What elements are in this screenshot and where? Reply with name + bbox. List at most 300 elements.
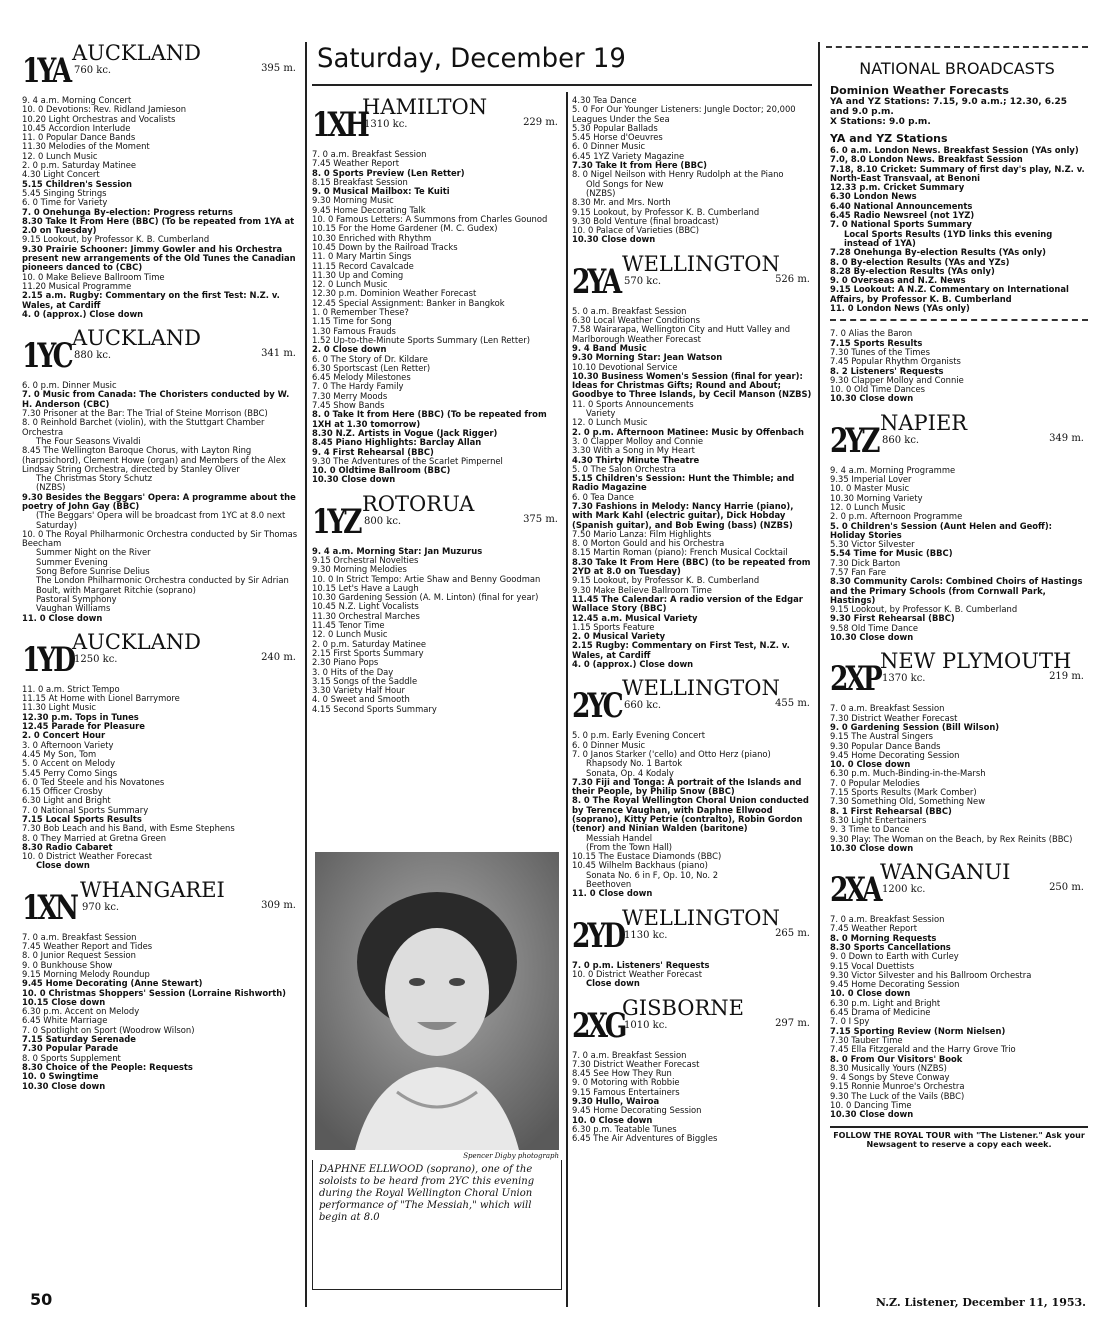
programme-item: 3. 0 Clapper Molloy and Connie <box>572 436 704 446</box>
s1xn-station-header <box>22 877 300 928</box>
station-wavelength: 297 m. <box>775 1017 810 1029</box>
programme-item: 4.15 Second Sports Summary <box>312 704 437 714</box>
programme-item: 11.30 Orchestral Marches <box>312 611 420 621</box>
programme-item: 3.15 Songs of the Saddle <box>312 676 418 686</box>
programme-item: 9.30 Morning Melodies <box>312 565 407 575</box>
programme-item: 9. 4 First Rehearsal (BBC) <box>312 447 434 457</box>
portrait-illustration <box>315 852 559 1150</box>
programme-item: 6. 0 p.m. Dinner Music <box>22 381 117 391</box>
programme-item: Old Songs for New <box>586 179 664 189</box>
programme-item: 11.30 Melodies of the Moment <box>22 142 150 152</box>
programme-item: 6.30 p.m. Teatable Tunes <box>572 1124 677 1134</box>
programme-item: 1. 0 Remember These? <box>312 308 409 318</box>
programme-item: 7.45 Popular Rhythm Organists <box>830 357 961 367</box>
programme-item: 8.30 Community Carols: Combined Choirs of Hastings and the Primary Schools (from Cornwall Park, Hastings) <box>830 577 1083 605</box>
programme-item: 8.30 Sports Cancellations <box>830 943 951 952</box>
programme-item: (NZBS) <box>586 188 616 198</box>
programme-item: Close down <box>36 861 90 871</box>
programme-item: 4.30 Light Concert <box>22 170 100 180</box>
national-item: 7.18, 8.10 Cricket: Summary of first day's play, N.Z. v. North-East Transvaal, at Benoni <box>830 164 1085 183</box>
programme-item: Beethoven <box>586 880 632 890</box>
programme-item: 8.30 Take It From Here (BBC) (To be repeated from 1YA at 2.0 on Tuesday) <box>22 216 295 236</box>
programme-item: 10. 0 Famous Letters: A Summons from Charles Gounod <box>312 215 548 225</box>
programme-item: 7. 0 National Sports Summary <box>22 805 149 815</box>
programme-item: 11.15 Record Cavalcade <box>312 261 414 271</box>
programme-item: 8.15 Martin Roman (piano): French Musical Cocktail <box>572 548 788 558</box>
programme-item: 4. 0 (approx.) Close down <box>22 309 144 319</box>
programme-item: 7. 0 Onehunga By-election: Progress returns <box>22 207 233 217</box>
s2ya-station-header <box>572 251 814 302</box>
s2yc-station-header <box>572 675 814 727</box>
programme-item: 9.30 Morning Star: Jean Watson <box>572 353 723 363</box>
programme-item: 9.15 Famous Entertainers <box>572 1087 680 1097</box>
programme-item: 6. 0 Tea Dance <box>572 492 634 502</box>
programme-item: 7.30 District Weather Forecast <box>830 713 958 723</box>
programme-item: 9. 4 Songs by Steve Conway <box>830 1073 950 1083</box>
station-call-sign: 2XP <box>830 659 880 700</box>
s1ya-station-header <box>22 40 300 91</box>
station-city: AUCKLAND <box>72 629 201 654</box>
programme-item: 10. 0 Palace of Varieties (BBC) <box>572 226 700 236</box>
programme-item: 10.45 Accordion Interlude <box>22 123 131 133</box>
national-item: 6.40 National Announcements <box>830 201 973 211</box>
programme-item: 11.20 Musical Programme <box>22 281 132 291</box>
programme-item: 1.52 Up-to-the-Minute Sports Summary (Len Retter) <box>312 335 530 345</box>
programme-item: 7. 0 a.m. Breakfast Session <box>830 915 945 925</box>
programme-item: 10.15 Let's Have a Laugh <box>312 583 419 593</box>
programme-item: 8.15 Breakfast Session <box>312 177 408 187</box>
weather-line: X Stations: 9.0 p.m. <box>830 117 931 127</box>
programme-item: 9. 0 Gardening Session (Bill Wilson) <box>830 722 1000 732</box>
programme-item: Rhapsody No. 1 Bartok <box>586 759 683 769</box>
programme-item: 9. 4 a.m. Morning Concert <box>22 96 132 105</box>
programme-item: 11. 0 Close down <box>22 613 103 623</box>
portrait-photo <box>315 852 559 1150</box>
programme-item: 7.30 District Weather Forecast <box>572 1059 700 1069</box>
programme-item: 9.45 Home Decorating Talk <box>312 205 426 215</box>
programme-item: 5.45 Singing Strings <box>22 188 107 198</box>
station-wavelength: 240 m. <box>261 651 296 663</box>
programme-item: 7.30 Dick Barton <box>830 558 901 568</box>
programme-item: 10. 0 Close down <box>830 760 911 770</box>
programme-item: 9.45 Home Decorating Session <box>830 750 960 760</box>
programme-item: 10. 0 Make Believe Ballroom Time <box>22 272 165 282</box>
programme-item: 10.30 Morning Variety <box>830 493 923 503</box>
station-call-sign: 1XN <box>22 887 76 928</box>
programme-item: Sonata, Op. 4 Kodaly <box>586 768 674 778</box>
programme-item: 10.30 Enriched with Rhythm <box>312 233 432 243</box>
programme-item: 9.30 The Luck of the Vails (BBC) <box>830 1091 965 1101</box>
programme-item: 4. 0 (approx.) Close down <box>572 660 694 670</box>
programme-item: 10. 0 Swingtime <box>22 1072 99 1082</box>
programme-item: 11. 0 Close down <box>572 889 653 899</box>
programme-item: 7.30 Tunes of the Times <box>830 347 930 357</box>
programme-item: 11. 0 Popular Dance Bands <box>22 133 136 143</box>
programme-item: 10.15 For the Home Gardener (M. C. Gudex) <box>312 224 498 234</box>
programme-item: Sonata No. 6 in F, Op. 10, No. 2 <box>586 870 719 880</box>
programme-item: 10. 0 Christmas Shoppers' Session (Lorraine Rishworth) <box>22 988 287 998</box>
programme-item: 9.30 Prairie Schooner: Jimmy Gowler and his Orchestra present new arrangements of the Old Tunes the Canadian pioneers danced to (CBC) <box>22 244 296 273</box>
column-rule <box>818 42 820 1307</box>
programme-item: 10. 0 Devotions: Rev. Ridland Jamieson <box>22 105 187 115</box>
programme-item: 7. 0 p.m. Listeners' Requests <box>572 960 710 970</box>
column-rule <box>566 92 568 1307</box>
programme-item: 2.15 First Sports Summary <box>312 648 424 658</box>
programme-item: 5. 0 p.m. Early Evening Concert <box>572 731 706 741</box>
s1yc-station-header <box>22 325 300 377</box>
programme-item: 8.30 Radio Cabaret <box>22 842 113 852</box>
s2yz-station-header <box>830 410 1088 461</box>
column-1 <box>22 34 300 1314</box>
programme-item: 5. 0 For Our Younger Listeners: Jungle Doctor; 20,000 Leagues Under the Sea <box>572 105 796 124</box>
programme-item: 8.30 N.Z. Artists in Vogue (Jack Rigger) <box>312 428 498 438</box>
programme-item: 6.45 The Air Adventures of Biggles <box>572 1134 718 1144</box>
programme-item: 9.15 The Austral Singers <box>830 732 934 742</box>
national-item: 11. 0 London News (YAs only) <box>830 304 970 314</box>
programme-item: 10. 0 District Weather Forecast <box>572 969 703 979</box>
national-item: 7.28 Onehunga By-election Results (YAs only) <box>830 248 1047 258</box>
programme-item: 6. 0 Time for Variety <box>22 198 108 208</box>
programme-item: 10.30 Close down <box>830 394 914 404</box>
programme-item: 4.30 Thirty Minute Theatre <box>572 455 700 465</box>
programme-item: 10.30 Close down <box>22 1081 106 1091</box>
programme-item: 8.45 Piano Highlights: Barclay Allan <box>312 438 482 448</box>
station-call-sign: 2XA <box>830 870 880 911</box>
programme-item: 7.15 Sports Results (Mark Comber) <box>830 788 977 798</box>
programme-item: 9.45 Home Decorating (Anne Stewart) <box>22 979 203 989</box>
programme-item: 10.30 Close down <box>312 475 396 485</box>
station-frequency: 1010 kc. <box>624 1019 668 1031</box>
station-wavelength: 395 m. <box>261 63 296 74</box>
programme-item: 10. 0 Oldtime Ballroom (BBC) <box>312 466 451 476</box>
station-city: AUCKLAND <box>72 326 201 351</box>
programme-item: 4.45 My Son, Tom <box>22 749 97 759</box>
column-rule <box>305 42 307 1307</box>
programme-item: 1.30 Famous Frauds <box>312 326 396 336</box>
s1yd-station-header <box>22 629 300 680</box>
programme-item: 8.30 Light Entertainers <box>830 815 927 825</box>
programme-item: Vaughan Williams <box>36 604 111 614</box>
programme-item: 8.45 See How They Run <box>572 1069 672 1079</box>
programme-item: 5.45 Horse d'Oeuvres <box>572 133 663 143</box>
national-item: Local Sports Results (1YD links this evening instead of 1YA) <box>844 229 1053 248</box>
programme-item: 6.30 Light and Bright <box>22 796 111 806</box>
programme-item: 5.45 Perry Como Sings <box>22 768 118 778</box>
programme-item: 12. 0 Lunch Music <box>312 280 388 290</box>
station-frequency: 1130 kc. <box>624 929 668 941</box>
programme-item: 10.45 Wilhelm Backhaus (piano) <box>572 861 708 871</box>
station-call-sign: 1XH <box>312 105 367 145</box>
station-wavelength: 375 m. <box>523 513 558 525</box>
national-item: 7.0, 8.0 London News. Breakfast Session <box>830 155 1023 165</box>
national-title: NATIONAL BROADCASTS <box>859 59 1055 78</box>
programme-item: 7.30 Something Old, Something New <box>830 797 986 807</box>
programme-item: 5.15 Children's Session <box>22 179 132 189</box>
programme-item: 10. 0 Dancing Time <box>830 1101 912 1111</box>
station-call-sign: 1YC <box>22 336 71 377</box>
programme-item: 6.45 Melody Milestones <box>312 373 411 383</box>
programme-item: 11.30 Up and Coming <box>312 270 404 280</box>
station-call-sign: 2YZ <box>830 420 878 461</box>
programme-item: 10. 0 Master Music <box>830 484 910 494</box>
programme-item: 11. 0 Mary Martin Sings <box>312 252 412 262</box>
programme-item: 1.15 Sports Feature <box>572 622 655 632</box>
station-city: ROTORUA <box>362 491 475 516</box>
programme-item: 10. 0 District Weather Forecast <box>22 852 153 862</box>
photo-caption: DAPHNE ELLWOOD (soprano), one of the soloists to be heard from 2YC this evening during the Royal Wellington Choral Union performance of "The Messiah," which will begin at 8.0 <box>312 1160 562 1290</box>
national-item: 7. 0 National Sports Summary <box>830 220 972 230</box>
programme-item: 12. 0 Lunch Music <box>22 151 98 161</box>
programme-item: 10.45 N.Z. Light Vocalists <box>312 602 419 612</box>
station-frequency: 1370 kc. <box>882 673 926 685</box>
programme-item: 9. 0 Musical Mailbox: Te Kuiti <box>312 187 450 197</box>
programme-item: 6.30 p.m. Accent on Melody <box>22 1007 140 1017</box>
column-4 <box>830 84 1088 1284</box>
programme-item: 9.30 Hullo, Wairoa <box>572 1097 660 1107</box>
programme-item: Pastoral Symphony <box>36 594 117 604</box>
programme-item: The Four Seasons Vivaldi <box>36 436 141 446</box>
programme-item: 6.15 Officer Crosby <box>22 787 103 797</box>
programme-item: 7.58 Wairarapa, Wellington City and Hutt Valley and Marlborough Weather Forecast <box>572 325 791 344</box>
yayz-title: YA and YZ Stations <box>830 132 948 145</box>
programme-item: 7.45 Show Bands <box>312 401 385 411</box>
programme-item: 7.30 Tauber Time <box>830 1035 903 1045</box>
programme-item: 7.50 Mario Lanza: Film Highlights <box>572 529 712 539</box>
programme-item: 6.30 p.m. Light and Bright <box>830 998 941 1008</box>
programme-item: 10.30 Close down <box>572 235 656 245</box>
station-city: WELLINGTON <box>622 905 780 930</box>
programme-item: 8. 0 Morning Requests <box>830 933 937 943</box>
national-item: 8.28 By-election Results (YAs only) <box>830 266 995 276</box>
programme-item: 7.30 Merry Moods <box>312 391 388 401</box>
programme-item: 2.15 Rugby: Commentary on First Test, N.Z. v. Wales, at Cardiff <box>572 641 790 660</box>
station-call-sign: 2XG <box>572 1005 625 1046</box>
programme-item: (NZBS) <box>36 483 66 493</box>
programme-item: 8.45 The Wellington Baroque Chorus, with Layton Ring (harpsichord), Clement Howe (organ) and Members of the Alex Lindsay String Orchestra, directed by Stanley Oliver <box>22 446 286 474</box>
national-item: 9.15 Lookout: A N.Z. Commentary on International Affairs, by Professor K. B. Cumberland <box>830 285 1069 304</box>
column-2-content <box>312 94 562 714</box>
station-wavelength: 265 m. <box>775 927 810 939</box>
programme-item: 10.30 Business Women's Session (final for year): Ideas for Christmas Gifts; Round and About; Goodbye to Three Islands, by Cecil Manson (NZBS) <box>572 371 812 400</box>
programme-item: 6. 0 Ted Steele and his Novatones <box>22 777 165 787</box>
programme-item: 2. 0 Close down <box>312 345 387 355</box>
programme-item: 2. 0 p.m. Saturday Matinee <box>312 639 427 649</box>
s2xg-station-header <box>572 995 814 1046</box>
programme-item: 7.30 Popular Parade <box>22 1044 119 1054</box>
programme-item: 8.30 Choice of the People: Requests <box>22 1062 193 1072</box>
programme-item: Variety <box>586 409 616 419</box>
station-call-sign: 2YC <box>572 686 621 727</box>
programme-item: 7.30 Fashions in Melody: Nancy Harrie (piano), with Mark Kahl (electric guitar), Dick Hobday (Spanish guitar), and Bob Ewing (bass) (NZBS) <box>572 501 794 530</box>
programme-item: 9.30 Make Believe Ballroom Time <box>572 585 712 595</box>
programme-item: 9. 0 Bunkhouse Show <box>22 960 113 970</box>
programme-item: 12. 0 Lunch Music <box>312 630 388 640</box>
station-wavelength: 309 m. <box>261 899 296 911</box>
s2xp-station-header <box>830 648 1088 700</box>
programme-item: 7. 0 Popular Melodies <box>830 778 920 788</box>
programme-item: 11.45 The Calendar: A radio version of the Edgar Wallace Story (BBC) <box>572 594 803 614</box>
programme-item: 6.45 1YZ Variety Magazine <box>572 151 685 161</box>
programme-item: 9.30 First Rehearsal (BBC) <box>830 614 955 624</box>
column-3-content <box>572 96 814 1144</box>
programme-item: 7.30 Fiji and Tonga: A portrait of the Islands and their People, by Philip Snow (BBC) <box>572 777 802 797</box>
programme-item: 9.15 Lookout, by Professor K. B. Cumberland <box>572 576 760 586</box>
station-city: NAPIER <box>880 410 968 435</box>
programme-item: 8. 0 The Royal Wellington Choral Union conducted by Terence Vaughan, with Daphne Ellwood (soprano), Kitty Petrie (contralto), Robin Gordon (tenor) and Ninian Walden (baritone) <box>572 796 809 834</box>
programme-item: 10.10 Devotional Service <box>572 362 678 372</box>
programme-item: 7.30 Prisoner at the Bar: The Trial of Steine Morrison (BBC) <box>22 409 268 419</box>
page-title: Saturday, December 19 <box>317 43 626 74</box>
programme-item: 7.57 Fan Fare <box>830 567 887 577</box>
programme-item: 12.45 Special Assignment: Banker in Bangkok <box>312 298 505 308</box>
programme-item: 11. 0 a.m. Strict Tempo <box>22 684 120 694</box>
programme-item: 2. 0 p.m. Afternoon Matinee: Music by Offenbach <box>572 427 804 437</box>
programme-item: 7.45 Ella Fitzgerald and the Harry Grove Trio <box>830 1045 1016 1055</box>
programme-item: 7. 0 I Spy <box>830 1017 870 1027</box>
national-item: 9. 0 Overseas and N.Z. News <box>830 276 966 286</box>
station-call-sign: 2YD <box>572 915 624 956</box>
station-city: GISBORNE <box>622 995 745 1020</box>
programme-item: 10.30 Gardening Session (A. M. Linton) (final for year) <box>312 593 539 603</box>
programme-item: The Christmas Story Schutz <box>36 474 153 484</box>
programme-item: 12.30 p.m. Dominion Weather Forecast <box>312 289 477 299</box>
programme-item: 9.30 The Adventures of the Scarlet Pimpernel <box>312 456 503 466</box>
programme-item: 7.15 Local Sports Results <box>22 815 142 824</box>
programme-item: 9.45 Home Decorating Session <box>830 980 960 990</box>
programme-item: 8.30 Mr. and Mrs. North <box>572 198 671 208</box>
programme-item: 12.45 Parade for Pleasure <box>22 722 145 732</box>
programme-item: 3. 0 Afternoon Variety <box>22 740 114 750</box>
programme-item: 10. 0 The Royal Philharmonic Orchestra conducted by Sir Thomas Beecham <box>22 529 298 549</box>
programme-item: 5. 0 The Salon Orchestra <box>572 464 676 474</box>
programme-item: 10.15 Close down <box>22 997 106 1007</box>
column-3 <box>572 96 814 1306</box>
programme-item: 8. 0 Morton Gould and his Orchestra <box>572 539 725 549</box>
programme-item: 7.15 Sporting Review (Norm Nielsen) <box>830 1026 1006 1036</box>
programme-item: 9.15 Vocal Duettists <box>830 961 915 971</box>
programme-item: (From the Town Hall) <box>586 842 673 852</box>
programme-item: 9. 3 Time to Dance <box>830 825 910 835</box>
national-box-bottom <box>830 319 1088 321</box>
programme-item: 2. 0 p.m. Saturday Matinee <box>22 161 137 171</box>
station-call-sign: 2YA <box>572 261 619 302</box>
station-city: WELLINGTON <box>622 251 780 276</box>
programme-item: 1.15 Time for Song <box>312 317 392 327</box>
programme-item: 7.45 Weather Report <box>830 924 917 934</box>
programme-item: 5. 0 Accent on Melody <box>22 759 116 769</box>
programme-item: 2. 0 Musical Variety <box>572 632 666 642</box>
programme-item: 6. 0 Dinner Music <box>572 142 646 152</box>
programme-item: 7. 0 a.m. Breakfast Session <box>22 932 137 942</box>
programme-item: 5. 0 a.m. Breakfast Session <box>572 306 687 316</box>
programme-item: 8.30 Musically Yours (NZBS) <box>830 1063 947 1073</box>
station-city: NEW PLYMOUTH <box>880 649 1072 674</box>
station-city: WELLINGTON <box>622 676 780 701</box>
programme-item: 7.30 Take It from Here (BBC) <box>572 161 707 171</box>
programme-item: 9.15 Ronnie Munroe's Orchestra <box>830 1082 965 1092</box>
programme-item: 12.30 p.m. Tops in Tunes <box>22 712 139 722</box>
station-frequency: 970 kc. <box>82 901 120 913</box>
programme-item: 10.30 Close down <box>830 633 914 643</box>
programme-item: 9.30 Morning Music <box>312 196 394 206</box>
station-call-sign: 1YZ <box>312 501 360 542</box>
programme-item: 10. 0 Old Time Dances <box>830 385 926 395</box>
programme-item: 2.30 Piano Pops <box>312 658 379 668</box>
programme-item: 8. 2 Listeners' Requests <box>830 366 944 376</box>
programme-item: 7.15 Sports Results <box>830 338 923 348</box>
programme-item: (The Beggars' Opera will be broadcast from 1YC at 8.0 next Saturday) <box>36 511 286 530</box>
programme-item: 9.15 Lookout, by Professor K. B. Cumberland <box>572 207 760 217</box>
programme-item: 7. 0 Music from Canada: The Choristers conducted by W. H. Anderson (CBC) <box>22 390 290 409</box>
programme-item: 7. 0 a.m. Breakfast Session <box>830 704 945 714</box>
programme-item: Summer Night on the River <box>36 548 151 558</box>
programme-item: 11.30 Light Music <box>22 703 97 713</box>
programme-item: 6.30 Local Weather Conditions <box>572 316 700 326</box>
programme-item: 8. 0 Reinhold Barchet (violin), with the Stuttgart Chamber Orchestra <box>22 418 265 437</box>
programme-item: 10. 0 Close down <box>830 989 911 999</box>
programme-item: 3.30 Variety Half Hour <box>312 686 405 696</box>
station-city: WANGANUI <box>880 860 1011 885</box>
column-2 <box>312 88 562 848</box>
programme-item: 11. 0 Sports Announcements <box>572 399 694 409</box>
station-wavelength: 526 m. <box>775 273 810 285</box>
station-wavelength: 229 m. <box>523 117 558 128</box>
station-frequency: 1200 kc. <box>882 884 926 896</box>
station-frequency: 1310 kc. <box>364 119 408 130</box>
title-rule <box>312 84 812 86</box>
station-frequency: 880 kc. <box>74 350 112 362</box>
programme-item: 2.15 a.m. Rugby: Commentary on the first Test: N.Z. v. Wales, at Cardiff <box>22 291 280 310</box>
programme-item: 9.30 Play: The Woman on the Beach, by Rex Reinits (BBC) <box>830 834 1073 844</box>
programme-item: 8. 0 Sports Supplement <box>22 1053 121 1063</box>
programme-item: 7.15 Saturday Serenade <box>22 1035 136 1045</box>
programme-item: 11.45 Tenor Time <box>312 621 385 631</box>
programme-item: 7.30 Bob Leach and his Band, with Esme Stephens <box>22 824 235 834</box>
programme-item: 9.45 Home Decorating Session <box>572 1106 702 1116</box>
station-wavelength: 219 m. <box>1049 671 1084 683</box>
programme-item: Close down <box>586 979 640 989</box>
weather-line: YA and YZ Stations: 7.15, 9.0 a.m.; 12.30, 6.25 and 9.0 p.m. <box>830 97 1067 117</box>
programme-item: 6.30 p.m. Much-Binding-in-the-Marsh <box>830 769 986 779</box>
programme-item: 9.58 Old Time Dance <box>830 623 919 633</box>
programme-item: 10.15 The Eustace Diamonds (BBC) <box>572 852 722 862</box>
station-frequency: 760 kc. <box>74 65 112 76</box>
programme-item: 9.15 Lookout, by Professor K. B. Cumberland <box>830 605 1018 615</box>
station-city: HAMILTON <box>362 95 488 119</box>
programme-item: 4. 0 Sweet and Smooth <box>312 695 410 705</box>
programme-item: 9.30 Clapper Molloy and Connie <box>830 375 964 385</box>
programme-item: 7.45 Weather Report and Tides <box>22 942 153 952</box>
programme-item: 8. 1 First Rehearsal (BBC) <box>830 806 952 816</box>
programme-item: 6. 0 The Story of Dr. Kildare <box>312 354 428 364</box>
programme-item: 7. 0 Janos Starker ('cello) and Otto Herz (piano) <box>572 749 771 759</box>
s1xh-station-header <box>312 94 562 145</box>
programme-item: 5.15 Children's Session: Hunt the Thimble; and Radio Magazine <box>572 474 795 493</box>
programme-item: 5.30 Popular Ballads <box>572 123 658 133</box>
station-frequency: 570 kc. <box>624 275 662 287</box>
programme-item: 10. 0 Close down <box>572 1115 653 1125</box>
programme-item: 9.15 Lookout, by Professor K. B. Cumberland <box>22 235 210 245</box>
programme-item: 10. 0 In Strict Tempo: Artie Shaw and Benny Goodman <box>312 574 541 584</box>
s1yz-station-header <box>312 491 562 542</box>
station-wavelength: 349 m. <box>1049 432 1084 444</box>
programme-item: 12. 0 Lunch Music <box>572 418 648 428</box>
programme-item: 3. 0 Hits of the Day <box>312 667 394 677</box>
programme-item: 9.15 Orchestral Novelties <box>312 555 419 565</box>
programme-item: 11.15 At Home with Lionel Barrymore <box>22 694 180 704</box>
national-item: 6.45 Radio Newsreel (not 1YZ) <box>830 211 975 221</box>
programme-item: 9. 4 a.m. Morning Programme <box>830 465 956 475</box>
